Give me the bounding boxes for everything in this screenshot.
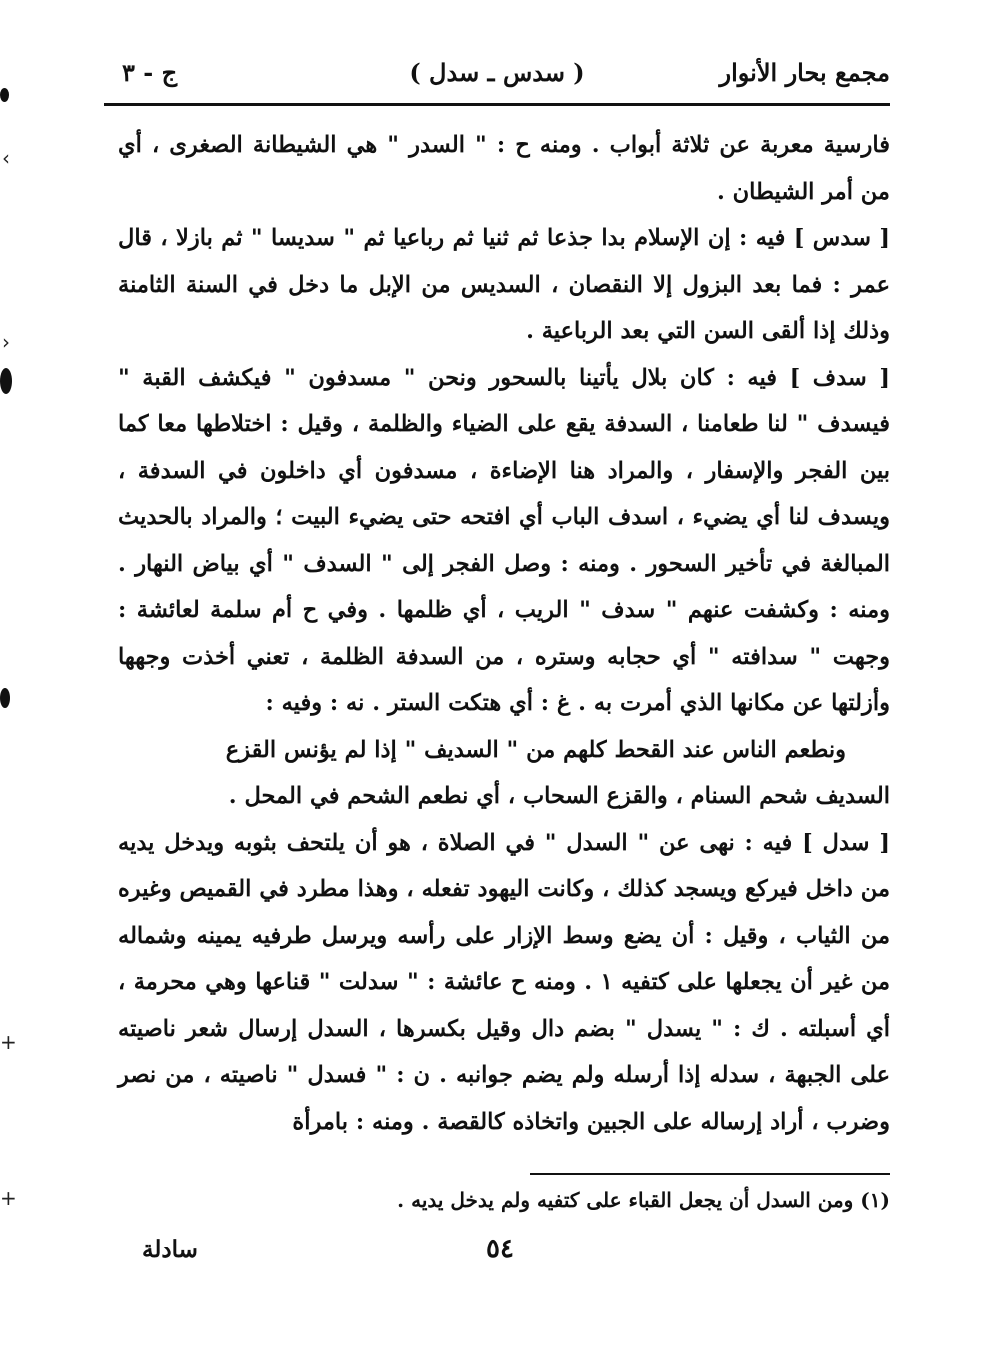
volume-number: ج - ٣ bbox=[122, 58, 178, 87]
main-text bbox=[118, 122, 890, 1145]
catchword: سادلة bbox=[142, 1236, 198, 1263]
entry-sadas: [ سدس ] فيه : إن الإسلام بدا جذعا ثم ثنيا ثم رباعيا ثم " سديسا " ثم بازلا ، قال عمر : فما بعد البزول إلا النقصان ، السديس من الإبل ما دخل في السنة الثامنة وذلك إذا ألقى السن التي بعد الرباعية . bbox=[118, 225, 890, 344]
header-divider bbox=[104, 103, 890, 106]
running-header bbox=[104, 58, 890, 98]
scan-speck bbox=[0, 368, 12, 394]
paragraph-intro: فارسية معربة عن ثلاثة أبواب . ومنه ح : " السدر " هي الشيطانة الصغرى ، أي من أمر الشيطان . bbox=[118, 132, 890, 205]
poetry-verse: ونطعم الناس عند القحط كلهم من " السديف " إذا لم يؤنس القزع bbox=[225, 736, 846, 763]
scan-tick-mark: + bbox=[0, 1186, 17, 1210]
page-number: ٥٤ bbox=[486, 1234, 514, 1264]
footnote: (١) ومن السدل أن يجعل القباء على كتفيه ولم يدخل يديه . bbox=[397, 1188, 890, 1212]
scan-tick-mark: › bbox=[2, 330, 10, 354]
footnote-divider bbox=[530, 1173, 890, 1175]
scan-speck bbox=[0, 88, 9, 102]
entry-sadaf: [ سدف ] فيه : كان بلال يأتينا بالسحور ونحن " مسدفون " فيكشف القبة " فيسدف " لنا طعامنا ، السدفة يقع على الضياء والظلمة ، وقيل : اختلاطها معا كما بين الفجر والإسفار ، والمراد هنا الإضاءة ، مسدفون أي داخلون في السدفة ، ويسدف لنا أي يضيء ، اسدف الباب أي افتحه حتى يضيء البيت ؛ والمراد بالحديث المبالغة في تأخير السحور . ومنه : وصل الفجر إلى " السدف " أي بياض النهار . ومنه : وكشفت عنهم " سدف " الريب ، أي ظلمها . وفي ح أم سلمة لعائشة : وجهت " سدافته " أي حجابه وستره ، من السدفة الظلمة ، تعني أخذت وجهها وأزلتها عن مكانها الذي أمرت به . غ : أي هتكت الستر . نه : وفيه : bbox=[118, 364, 890, 716]
scan-tick-mark: ‹ bbox=[2, 146, 10, 170]
entry-range: ( سدس ـ سدل ) bbox=[409, 58, 585, 87]
verse-gloss: السديف شحم السنام ، والقزع السحاب ، أي نطعم الشحم في المحل . bbox=[228, 783, 890, 809]
scan-speck bbox=[0, 688, 10, 708]
entry-sadal: [ سدل ] فيه : نهى عن " السدل " في الصلاة ، هو أن يلتحف بثوبه ويدخل يديه من داخل فيركع ويسجد كذلك ، وكانت اليهود تفعله ، وهذا مطرد في القميص وغيره من الثياب ، وقيل : أن يضع وسط الإزار على رأسه ويرسل طرفيه يمينه وشماله من غير أن يجعلها على كتفيه ١ . ومنه ح عائشة : " سدلت " قناعها وهي محرمة ، أي أسبلته . ك : " يسدل " بضم دال وقيل بكسرها ، السدل إرسال شعر ناصيته على الجبهة ، سدله إذا أرسله ولم يضم جوانبه . ن : " فسدل " ناصيته ، من نصر وضرب ، أراد إرساله على الجبين واتخاذه كالقصة . ومنه : بامرأة bbox=[118, 829, 891, 1135]
book-title: مجمع بحار الأنوار bbox=[719, 58, 890, 87]
scan-tick-mark: + bbox=[0, 1030, 17, 1054]
